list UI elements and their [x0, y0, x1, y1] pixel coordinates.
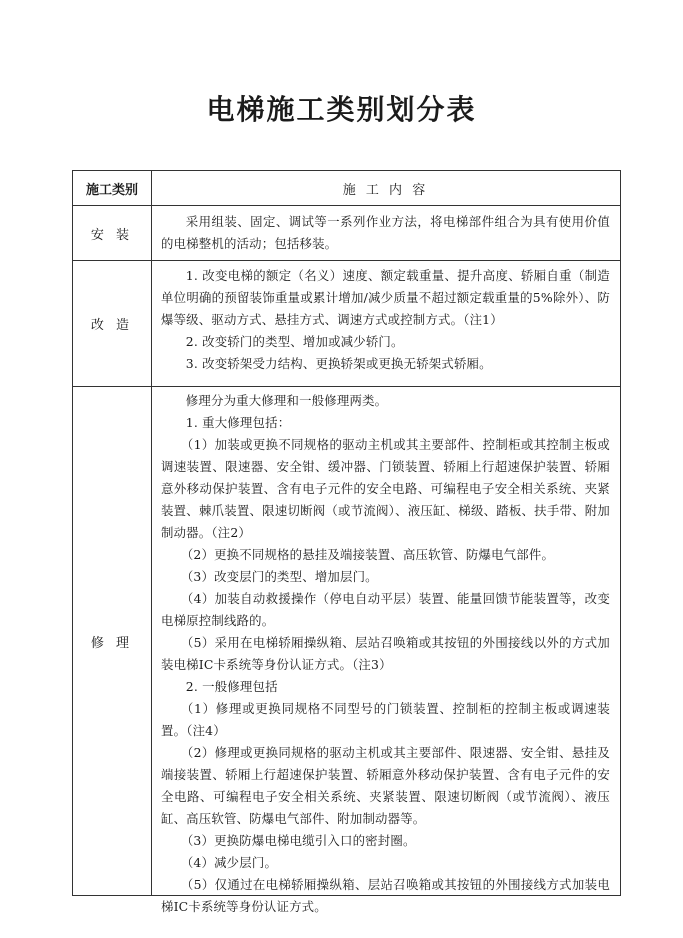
- category-modify: 改 造: [73, 261, 152, 386]
- repair-general-item-2: （2）修理或更换同规格的驱动主机或其主要部件、限速器、安全钳、悬挂及端接装置、轿厢上行超速保护装置、轿厢意外移动保护装置、含有电子元件的安全电路、可编程电子安全相关系统、夹紧装置、限速切断阀（或节流阀）、液压缸、高压软管、防爆电气部件、附加制动器等。: [161, 745, 610, 826]
- modify-paragraph-3: 3. 改变轿架受力结构、更换轿架或更换无轿架式轿厢。: [185, 356, 492, 371]
- category-install: 安 装: [73, 206, 152, 260]
- repair-intro: 修理分为重大修理和一般修理两类。: [185, 393, 388, 408]
- category-repair: 修 理: [73, 387, 152, 895]
- modify-paragraph-1: 1. 改变电梯的额定（名义）速度、额定载重量、提升高度、轿厢自重（制造单位明确的预留装饰重量或累计增加/减少质量不超过额定载重量的5%除外）、防爆等级、驱动方式、悬挂方式、调速方式或控制方式。（注1）: [161, 268, 610, 327]
- repair-major-item-4: （4）加装自动救援操作（停电自动平层）装置、能量回馈节能装置等，改变电梯原控制线路的。: [161, 591, 610, 628]
- install-paragraph: 采用组装、固定、调试等一系列作业方法，将电梯部件组合为具有使用价值的电梯整机的活动；包括移装。: [161, 214, 610, 251]
- repair-general-heading: 2. 一般修理包括: [185, 679, 278, 694]
- repair-major-item-2: （2）更换不同规格的悬挂及端接装置、高压软管、防爆电气部件。: [180, 547, 555, 562]
- construction-category-table: [72, 170, 621, 914]
- table-row-modify: [73, 261, 620, 387]
- content-install: [152, 206, 620, 260]
- content-modify: [152, 261, 620, 386]
- repair-general-item-3: （3）更换防爆电梯电缆引入口的密封圈。: [180, 833, 416, 848]
- repair-major-heading: 1. 重大修理包括：: [185, 415, 291, 430]
- repair-major-item-1: （1）加装或更换不同规格的驱动主机或其主要部件、控制柜或其控制主板或调速装置、限速器、安全钳、缓冲器、门锁装置、轿厢上行超速保护装置、轿厢意外移动保护装置、含有电子元件的安全电路、可编程电子安全相关系统、夹紧装置、棘爪装置、限速切断阀（或节流阀）、液压缸、梯级、踏板、扶手带、附加制动器。（注2）: [161, 437, 610, 540]
- table-row-repair: [73, 387, 620, 914]
- repair-general-item-1: （1）修理或更换同规格不同型号的门锁装置、控制柜的控制主板或调速装置。（注4）: [161, 701, 610, 738]
- modify-paragraph-2: 2. 改变轿门的类型、增加或减少轿门。: [185, 334, 404, 349]
- content-repair: [152, 387, 620, 914]
- table-header-row: [73, 171, 620, 206]
- repair-general-item-4: （4）减少层门。: [180, 855, 278, 870]
- repair-general-item-5: （5）仅通过在电梯轿厢操纵箱、层站召唤箱或其按钮的外围接线方式加装电梯IC卡系统等身份认证方式。: [161, 877, 610, 914]
- header-content: 施 工 内 容: [342, 182, 429, 198]
- page-title: 电梯施工类别划分表: [206, 93, 477, 126]
- table-row-install: [73, 206, 620, 261]
- repair-major-item-3: （3）改变层门的类型、增加层门。: [180, 569, 378, 584]
- header-category: 施工类别: [73, 171, 152, 205]
- repair-major-item-5: （5）采用在电梯轿厢操纵箱、层站召唤箱或其按钮的外围接线以外的方式加装电梯IC卡系统等身份认证方式。（注3）: [161, 635, 610, 672]
